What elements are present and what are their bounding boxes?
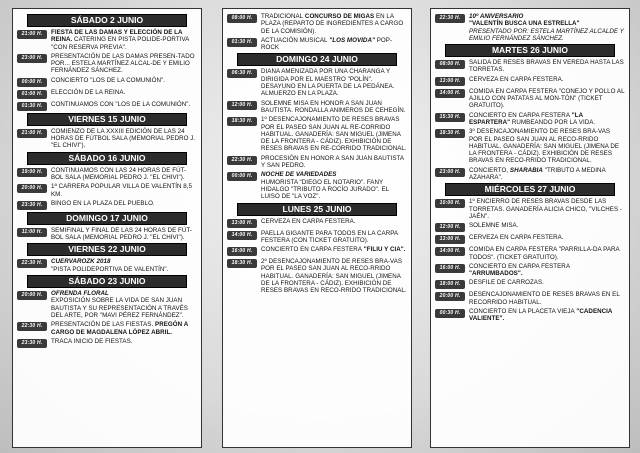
event-time: 23:00 H. [17,54,47,63]
event-time: 22:30 H. [227,156,257,165]
event-row [17,128,197,150]
event-row [435,59,625,74]
day-header: VIERNES 15 JUNIO [27,113,187,126]
event-time: 22:30 H. [435,14,465,23]
event-row [435,167,625,182]
event-text: 1º ENCIERRO DE RESES BRAVAS DESDE LAS TORRETAS. GANADERÍA ALICIA CHICO, "VILCHES - JAÉN". [469,198,623,220]
event-row [227,230,407,245]
event-row [17,29,197,51]
event-time: 23:00 H. [435,168,465,177]
event-text: SEMIFINAL Y FINAL DE LAS 24 HORAS DE FÚT-BOL SALA (MEMORIAL PEDRO J. "EL CHIVI"). [51,226,192,242]
event-text: TRACA INICIO DE FIESTAS. [51,337,133,345]
event-time: 00:00 H. [227,172,257,181]
event-time: 18:30 H. [227,259,257,268]
event-time: 21:00 H. [17,30,47,39]
event-text: TRADICIONAL CONCURSO DE MIGAS EN LA PLAZA (REPARTO DE INGREDIENTES A CARGO DE LA COMISIÓN). [261,13,404,35]
event-time: 08:00 H. [435,60,465,69]
event-text: CONCIERTO EN CARPA FESTERA "LA ESPARTERA" RUMBEANDO POR LA VIDA. [469,111,596,126]
event-text: SALIDA DE RESES BRAVAS EN VEREDA HASTA LAS TORRETAS. [469,59,624,74]
event-text: CONTINUAMOS CON LAS 24 HORAS DE FÚT-BOL SALA (MEMORIAL PEDRO J. "EL CHIVI"). [51,166,187,181]
event-text: COMIDA EN CARPA FESTERA "PARRILLA-DA PARA TODOS". (TICKET GRATUITO). [469,246,620,261]
event-row [17,183,197,198]
event-text: COMIENZO DE LA XXXIII EDICIÓN DE LAS 24 HORAS DE FÚTBOL SALA (MEMORIAL PEDRO J. "EL CHIVI"). [51,127,196,150]
event-row [227,100,407,115]
program-column-2 [222,8,412,448]
program-column-3 [430,8,630,448]
event-time: 20:00 H. [17,184,47,193]
event-time: 12:00 H. [435,223,465,232]
event-text: CONTINUAMOS CON "LOS DE LA COMUNIÓN". [51,100,191,108]
event-row [17,290,197,319]
event-time: 00:30 H. [435,309,465,318]
day-header: SÁBADO 16 JUNIO [27,152,187,165]
event-time: 16:00 H. [435,264,465,273]
event-row [17,227,197,242]
event-time: 08:00 H. [227,14,257,23]
event-time: 12:00 H. [227,101,257,110]
event-text: CONCIERTO EN CARPA FESTERA "ARRUMBADOS". [469,262,571,278]
event-time: 00:00 H. [17,78,47,87]
day-header: MIÉRCOLES 27 JUNIO [445,183,615,196]
event-text: OFRENDA FLORAL EXPOSICIÓN SOBRE LA VIDA DE SAN JUAN BAUTISTA Y SU REPRESENTACIÓN A TRAVÉS DEL ARTE, POR "MAVI PÉREZ FERNÁNDEZ". [51,290,188,319]
event-text: BINGO EN LA PLAZA DEL PUEBLO. [51,199,155,207]
event-time: 01:30 H. [17,102,47,111]
event-row [17,53,197,75]
day-header: VIERNES 22 JUNIO [27,243,187,256]
event-text: CERVEZA EN CARPA FESTERA. [261,217,356,225]
event-text: CONCIERTO EN CARPA FESTERA "FILIU Y CIA". [261,246,406,254]
event-text: CONCIERTO, SHARABIA "TRIBUTO A MEDINA AZAHARA". [469,166,606,182]
event-time: 18:30 H. [435,129,465,138]
day-header: DOMINGO 24 JUNIO [237,53,397,66]
event-row [435,279,625,289]
event-text: CERVEZA EN CARPA FESTERA. [469,234,564,242]
event-time: 01:00 H. [17,90,47,99]
event-row [435,198,625,220]
event-row [17,200,197,210]
event-text: 10º ANIVERSARIO "VALENTÍN BUSCA UNA ESTRELLA" PRESENTADO POR: ESTELA MARTÍNEZ ALCALDE Y EMILIO FERNÁNDEZ SÁNCHEZ. [469,13,624,42]
event-time: 11:00 H. [17,228,47,237]
event-text: FIESTA DE LAS DAMAS Y ELECCIÓN DE LA REINA. CATERING EN PISTA POLIDE-PORTIVA "CON RESERVA PREVIA". [51,29,189,51]
event-row [435,263,625,278]
event-row [435,112,625,127]
event-text: DIANA AMENIZADA POR UNA CHARANGA Y DIRIGIDA POR EL MAESTRO "POLÍN". DESAYUNO EN LA PUERTA DE LA PEDÁNEA. ALMUERZO EN LA PLAZA. [261,68,395,98]
event-row [17,321,197,336]
event-row [17,77,197,87]
event-text: ACTUACIÓN MUSICAL "LOS MOVIDA" POP-ROCK [261,36,393,52]
event-text: 1º DESENCAJONAMIENTO DE RESES BRAVAS POR EL PASEO SAN JUAN AL RE-CORRIDO HABITUAL. GANADERÍA: SAN MIGUEL (JIMENA DE LA FRONTERA - CÁDIZ). EXHIBICIÓN DE RESES BRAVAS EN RE-CORRIDO TRADICIONAL. [261,116,407,153]
event-time: 22:30 H. [17,322,47,331]
event-row [227,155,407,170]
event-text: CERVEZA EN CARPA FESTERA. [469,75,564,83]
event-time: 22:30 H. [17,259,47,268]
event-row [227,258,407,294]
event-time: 14:00 H. [435,247,465,256]
event-time: 20:00 H. [435,292,465,301]
event-text: DESENCAJONAMIENTO DE RESES BRAVAS EN EL RECORRIDO HABITUAL. [469,291,620,306]
day-header: LUNES 25 JUNIO [237,203,397,216]
event-time: 13:00 H. [435,77,465,86]
event-row [435,291,625,306]
event-row [435,308,625,323]
event-text: SOLEMNE MISA. [469,222,519,230]
event-row [435,246,625,261]
event-row [227,68,407,97]
event-time: 16:00 H. [227,247,257,256]
event-time: 23:30 H. [17,201,47,210]
event-time: 13:00 H. [227,219,257,228]
event-text: PAELLA GIGANTE PARA TODOS EN LA CARPA FESTERA (CON TICKET GRATUITO). [261,229,398,244]
event-row [435,128,625,164]
event-row [227,171,407,200]
event-text: 3º DESENCAJONAMIENTO DE RESES BRA-VAS POR EL PASEO SAN JUAN AL RECO-RRIDO HABITUAL. GANADERÍA: SAN MIGUEL (JIMENA DE LA FRONTERA - CÁDIZ). EXHIBICIÓN DE RESES BRAVAS EN RECO-RRIDO TRADICIONAL. [469,128,620,165]
event-text: CUERVAROZK 2018 "PISTA POLIDEPORTIVA DE VALENTÍN". [51,258,169,273]
event-time: 23:30 H. [17,339,47,348]
event-time: 13:00 H. [435,235,465,244]
event-row [227,116,407,152]
event-row [17,258,197,273]
event-text: PROCESIÓN EN HONOR A SAN JUAN BAUTISTA Y SAN PEDRO. [261,154,404,170]
event-row [227,37,407,52]
event-row [17,101,197,111]
day-header: SÁBADO 2 JUNIO [27,14,187,27]
event-row [227,13,407,35]
event-row [435,76,625,86]
event-time: 10:00 H. [435,199,465,208]
event-text: CONCIERTO EN LA PLACETA VIEJA "CADENCIA VALIENTE". [469,308,613,323]
event-time: 14:00 H. [435,89,465,98]
event-row [17,167,197,182]
event-text: ELECCIÓN DE LA REINA. [51,88,126,96]
event-row [435,222,625,232]
event-time: 14:00 H. [227,231,257,240]
event-time: 18:00 H. [435,280,465,289]
event-text: 2º DESENCAJONAMIENTO DE RESES BRA-VAS POR EL PASEO SAN JUAN AL RECO-RRIDO HABITUAL. GANADERÍA: SAN MIGUEL (JIMENA DE LA FRONTERA - CÁDIZ). EXHIBICIÓN DE RESES BRAVAS EN RECO-RRIDO TRADICIONAL. [261,258,407,295]
day-header: DOMINGO 17 JUNIO [27,212,187,225]
event-time: 19:00 H. [17,168,47,177]
event-time: 06:30 H. [227,69,257,78]
event-time: 20:00 H. [17,291,47,300]
event-time: 01:30 H. [227,38,257,47]
event-text: PRESENTACIÓN DE LAS DAMAS PRESEN-TADO POR... ESTELA MARTÍNEZ ALCAL-DE Y EMILIO FERNÁNDEZ SÁNCHEZ. [51,52,195,75]
event-time: 21:00 H. [17,129,47,138]
event-row [227,246,407,256]
day-header: MARTES 26 JUNIO [445,44,615,57]
event-text: NOCHE DE VARIEDADES HUMORISTA "DIEGO EL NOTARIO". FANY HIDALGO "TRIBUTO A ROCÍO JURADO". EL LUISO DE "LA VOZ". [261,171,389,201]
event-row [17,338,197,348]
event-text: SOLEMNE MISA EN HONOR A SAN JUAN BAUTISTA. RONDALLA ANIMEROS DE CEHEGÍN. [261,99,406,114]
event-row [435,234,625,244]
event-time: 15:30 H. [435,113,465,122]
event-row [227,218,407,228]
event-time: 18:30 H. [227,117,257,126]
event-row [17,89,197,99]
event-text: 1ª CARRERA POPULAR VILLA DE VALENTÍN 8,5 KM. [51,183,193,198]
program-column-1 [12,8,202,448]
event-text: CONCIERTO "LOS DE LA COMUNIÓN". [51,76,166,84]
event-text: PRESENTACIÓN DE LAS FIESTAS. PREGÓN A CARGO DE MAGDALENA LÓPEZ ABRIL. [51,321,188,336]
event-row [435,13,625,42]
event-row [435,88,625,110]
event-text: DESFILE DE CARROZAS. [469,279,544,287]
event-text: COMIDA EN CARPA FESTERA "CONEJO Y POLLO AL AJILLO CON PATATAS AL MON-TÓN" (TICKET GRATUITO). [469,87,625,110]
day-header: SÁBADO 23 JUNIO [27,275,187,288]
